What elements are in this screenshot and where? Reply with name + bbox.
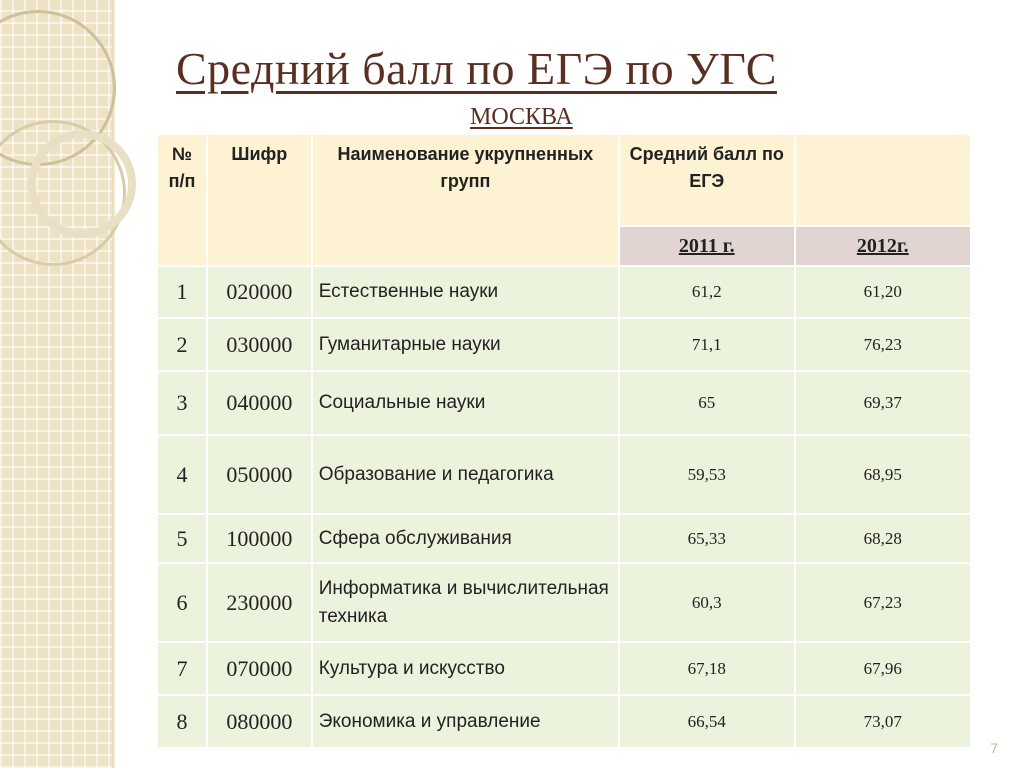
row-code: 050000 [207,435,312,514]
row-name: Естественные науки [312,266,619,318]
row-code: 020000 [207,266,312,318]
table-row [157,371,971,435]
row-num: 7 [157,642,207,695]
row-value-2012: 68,95 [795,435,971,514]
row-name: Культура и искусство [312,642,619,695]
row-name: Сфера обслуживания [312,514,619,563]
row-value-2011: 71,1 [619,318,795,371]
row-value-2011: 66,54 [619,695,795,748]
decorative-ring [28,130,136,238]
row-num: 3 [157,371,207,435]
header-empty [795,134,971,226]
row-num: 5 [157,514,207,563]
row-num: 4 [157,435,207,514]
row-code: 030000 [207,318,312,371]
header-name: Наименование укрупненных групп [312,134,619,266]
row-value-2012: 67,96 [795,642,971,695]
row-num: 6 [157,563,207,642]
scores-table [156,133,972,749]
row-num: 1 [157,266,207,318]
row-value-2011: 60,3 [619,563,795,642]
slide-number: 7 [990,740,998,756]
header-year-2011: 2011 г. [619,226,795,266]
table-row [157,514,971,563]
row-value-2011: 59,53 [619,435,795,514]
table-header-row [157,134,971,226]
row-num: 8 [157,695,207,748]
row-name: Гуманитарные науки [312,318,619,371]
row-code: 230000 [207,563,312,642]
row-code: 040000 [207,371,312,435]
row-name: Информатика и вычислительная техника [312,563,619,642]
row-name: Социальные науки [312,371,619,435]
row-value-2012: 69,37 [795,371,971,435]
row-name: Образование и педагогика [312,435,619,514]
table-row [157,563,971,642]
row-code: 100000 [207,514,312,563]
row-value-2012: 73,07 [795,695,971,748]
row-value-2012: 61,20 [795,266,971,318]
side-strip-edge [112,0,115,768]
row-value-2011: 65,33 [619,514,795,563]
table-row [157,435,971,514]
header-code: Шифр [207,134,312,266]
row-code: 080000 [207,695,312,748]
table-row [157,642,971,695]
table-row [157,318,971,371]
row-value-2011: 61,2 [619,266,795,318]
row-name: Экономика и управление [312,695,619,748]
row-value-2012: 67,23 [795,563,971,642]
row-value-2012: 76,23 [795,318,971,371]
row-num: 2 [157,318,207,371]
header-year-2012: 2012г. [795,226,971,266]
page-title: Средний балл по ЕГЭ по УГС [176,43,777,94]
row-value-2011: 67,18 [619,642,795,695]
row-value-2011: 65 [619,371,795,435]
table-row [157,695,971,748]
row-code: 070000 [207,642,312,695]
page-subtitle: МОСКВА [470,104,573,130]
header-score: Средний балл по ЕГЭ [619,134,795,226]
row-value-2012: 68,28 [795,514,971,563]
header-num: № п/п [157,134,207,266]
table-row [157,266,971,318]
